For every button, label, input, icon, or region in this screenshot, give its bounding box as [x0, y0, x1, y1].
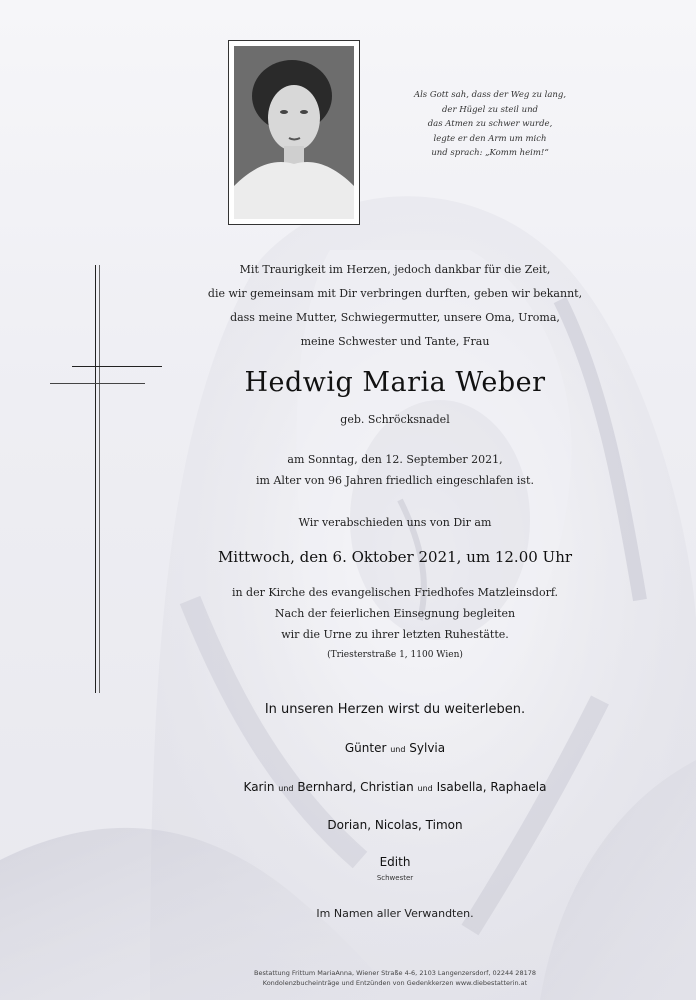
death-notice: [150, 449, 640, 491]
family-name: Sylvia: [409, 741, 446, 755]
memorial-poem: [395, 88, 585, 161]
intro-line: meine Schwester und Tante, Frau: [300, 335, 490, 348]
place-line: wir die Urne zu ihrer letzten Ruhestätte.: [281, 628, 509, 641]
intro-line: die wir gemeinsam mit Dir verbringen durften, geben wir bekannt,: [207, 287, 583, 300]
poem-line: und sprach: „Komm heim!“: [431, 148, 549, 158]
death-age-line: im Alter von 96 Jahren friedlich eingeschlafen ist.: [256, 474, 534, 487]
family-line: Dorian, Nicolas, Timon: [327, 818, 463, 832]
intro-line: dass meine Mutter, Schwiegermutter, unsere Oma, Uroma,: [230, 311, 560, 324]
funeral-date: Mittwoch, den 6. Oktober 2021, um 12.00 Uhr: [217, 548, 573, 566]
poem-line: der Hügel zu steil und: [441, 104, 538, 115]
place-line: in der Kirche des evangelischen Friedhofes Matzleinsdorf.: [231, 586, 559, 599]
funeral-place: [150, 582, 640, 666]
conjunction: und: [390, 745, 406, 754]
death-date-line: am Sonntag, den 12. September 2021,: [287, 453, 503, 466]
family-line: [150, 780, 640, 794]
family-line: Edith: [379, 855, 411, 869]
deceased-name: Hedwig Maria Weber: [244, 367, 546, 398]
signoff: Im Namen aller Verwandten.: [316, 907, 474, 920]
cross-vertical-line-secondary: [99, 265, 100, 693]
portrait-photo: [234, 46, 354, 219]
family-name: Günter: [344, 741, 387, 755]
announcement-intro: [150, 258, 640, 354]
place-line: Nach der feierlichen Einsegnung begleiten: [274, 607, 516, 620]
funeral-home-footer: [150, 968, 640, 988]
memorial-motto: In unseren Herzen wirst du weiterleben.: [264, 702, 526, 717]
family-name: Isabella, Raphaela: [436, 780, 547, 794]
cross-vertical-line: [95, 265, 96, 693]
poem-line: Als Gott sah, dass der Weg zu lang,: [413, 90, 567, 100]
footer-line: Bestattung Frittum MariaAnna, Wiener Straße 4-6, 2103 Langenzersdorf, 02244 28178: [254, 969, 536, 977]
poem-line: das Atmen zu schwer wurde,: [427, 119, 553, 129]
funeral-address: (Triesterstraße 1, 1100 Wien): [327, 650, 463, 660]
farewell-intro: Wir verabschieden uns von Dir am: [298, 516, 492, 529]
footer-line: Kondolenzbucheinträge und Entzünden von Gedenkkerzen www.diebestatterin.at: [262, 979, 528, 987]
conjunction: und: [278, 784, 294, 793]
family-relation: Schwester: [376, 874, 414, 882]
birth-name: geb. Schröcksnadel: [340, 413, 450, 426]
cross-horizontal-line: [72, 366, 162, 367]
family-name: Bernhard, Christian: [297, 780, 414, 794]
poem-line: legte er den Arm um mich: [433, 133, 547, 144]
conjunction: und: [417, 784, 433, 793]
family-name: Karin: [243, 780, 275, 794]
family-line: [150, 741, 640, 755]
cross-horizontal-line-secondary: [50, 383, 145, 384]
intro-line: Mit Traurigkeit im Herzen, jedoch dankbar für die Zeit,: [239, 263, 551, 276]
portrait-photo-frame: [228, 40, 360, 225]
